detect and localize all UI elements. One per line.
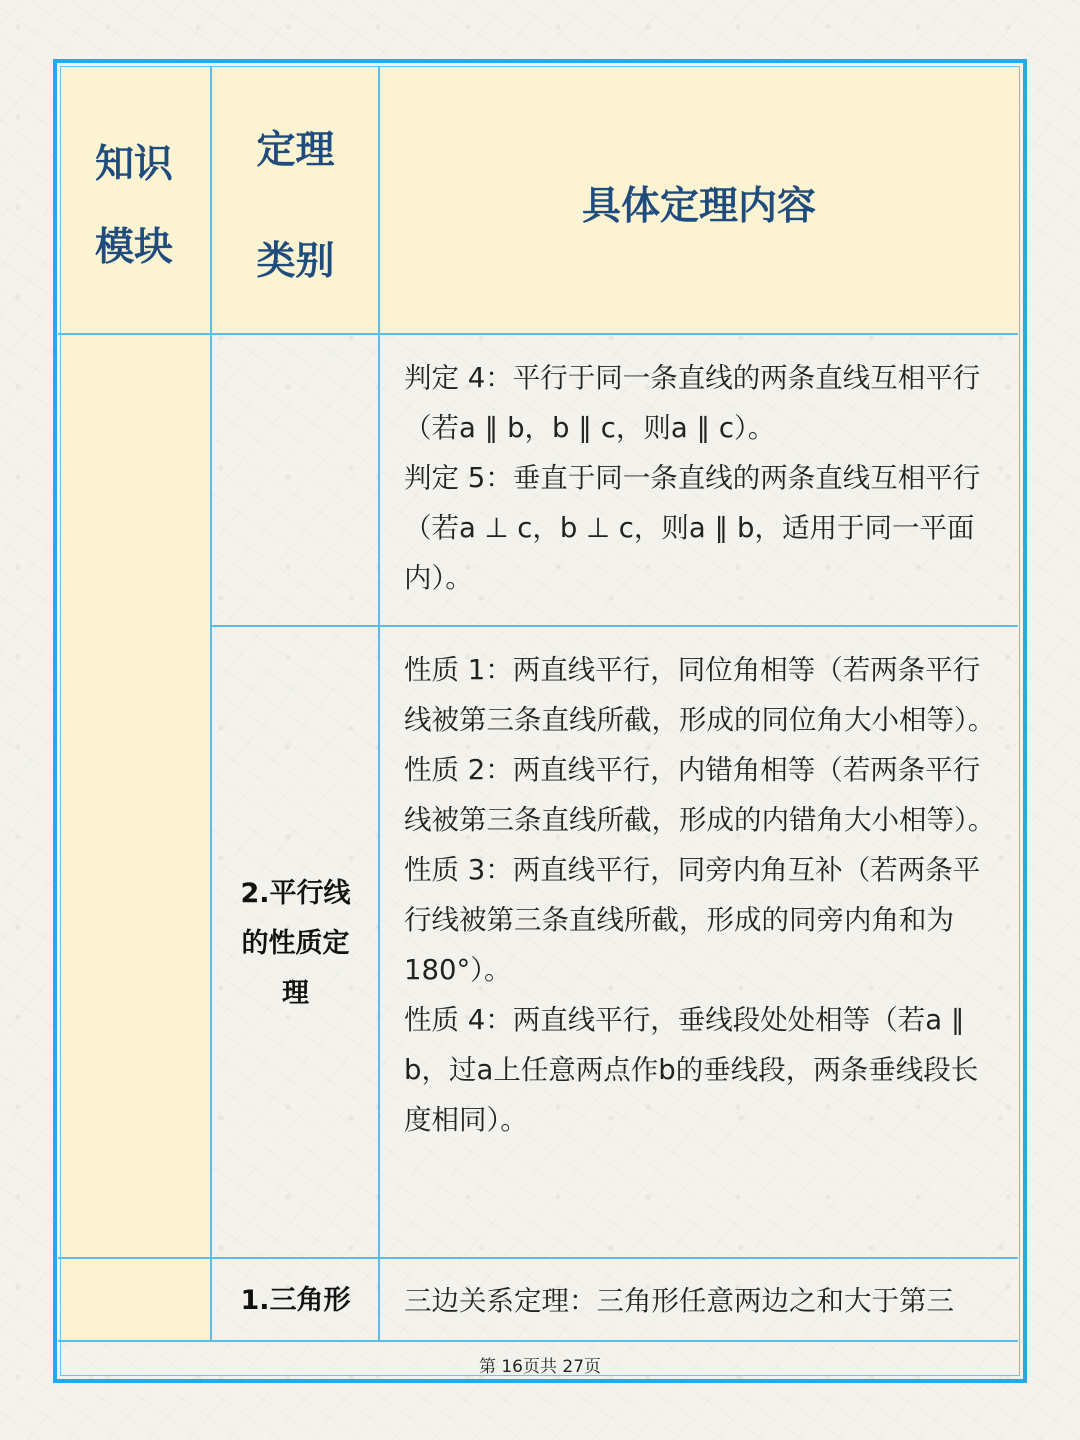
category-line-2: 的性质定 [241,928,350,959]
category-line-3: 理 [282,978,309,1009]
property-3-text: 性质 3：两直线平行，同旁内角互补（若两条平行线被第三条直线所截，形成的同旁内角和为 180°）。 [404,854,981,986]
header-knowledge-module-line1: 知识 [94,142,173,187]
triangle-side-theorem-text: 三边关系定理：三角形任意两边之和大于第三 [404,1285,954,1317]
header-row-divider [58,333,1018,335]
property-1-text: 性质 1：两直线平行，同位角相等（若两条平行线被第三条直线所截，形成的同位角大小相等）。 [404,654,996,736]
table-bottom-line [58,1340,1018,1342]
judgement-5-text: 判定 5：垂直于同一条直线的两条直线互相平行（若a ⊥ c，b ⊥ c，则a ∥ b，适用于同一平面内）。 [404,462,981,594]
category-parallel-line-properties [212,869,379,1019]
category-triangle: 1.三角形 [240,1285,351,1316]
property-2-text: 性质 2：两直线平行，内错角相等（若两条平行线被第三条直线所截，形成的内错角大小相等）。 [404,754,996,836]
page-number-footer: 第 16页共 27页 [478,1357,602,1377]
row-divider-1 [211,625,1018,627]
header-theorem-content: 具体定理内容 [581,184,816,229]
row-3-content [404,1276,1004,1326]
header-knowledge-module-line2: 模块 [94,225,173,270]
row-2-content [404,645,1004,1145]
header-theorem-category-line2: 类别 [256,239,335,284]
row-divider-2 [58,1257,1018,1259]
header-theorem-category-line1: 定理 [256,128,335,173]
category-line-1: 2.平行线 [240,878,351,909]
judgement-4-text: 判定 4：平行于同一条直线的两条直线互相平行（若a ∥ b，b ∥ c，则a ∥ c）。 [404,362,981,444]
property-4-text: 性质 4：两直线平行，垂线段处处相等（若a ∥ b，过a上任意两点作b的垂线段，两条垂线段长度相同）。 [404,1004,979,1136]
row-1-content [404,353,1004,603]
